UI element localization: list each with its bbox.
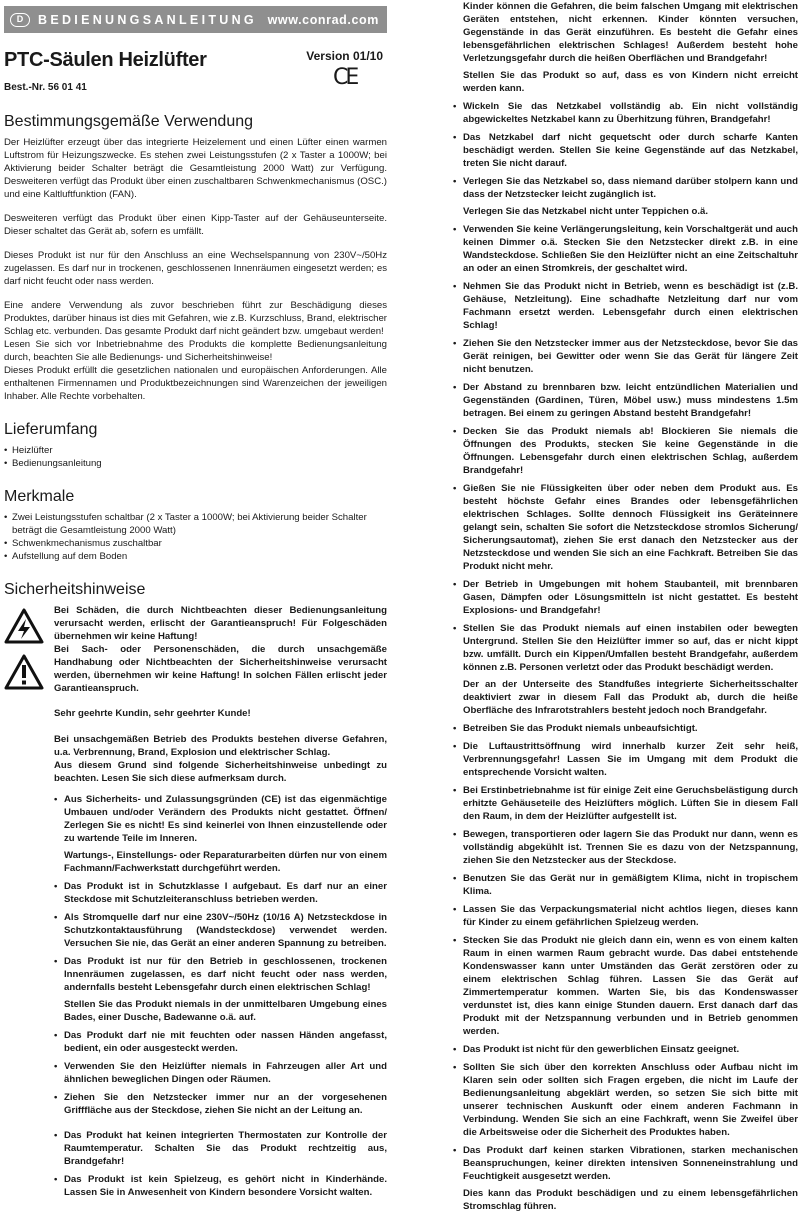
warning-exclamation-icon [4, 654, 44, 690]
header-title: BEDIENUNGSANLEITUNG [38, 12, 257, 27]
greeting: Sehr geehrte Kundin, sehr geehrter Kunde! [54, 708, 251, 719]
list-item: • Aufstellung auf dem Boden [4, 550, 387, 563]
scope-list [4, 444, 387, 470]
warning-text: Bei Schäden, die durch Nichtbeachten dieser Bedienungsanleitung verursacht werden, erlischt der Garantieanspruch! Für Folgeschäden übernehmen wir keine Haftung! [54, 605, 387, 642]
order-number: Best.-Nr. 56 01 41 [4, 82, 87, 93]
list-item: • Verwenden Sie den Heizlüfter niemals in Fahrzeugen aller Art und ähnlichen beweglichen Dingen oder Räumen. [54, 1060, 387, 1086]
paragraph: Kinder können die Gefahren, die beim falschen Umgang mit elektrischen Geräten entstehen, nicht erkennen. Kinder könnten versuchen, Gegenstände in das Gerät einzuführen. Es besteht die Gefahr eines lebensgefährlichen elektrischen Schlages! Außerdem besteht hohe Verletzungsgefahr durch die heißen Oberflächen und Brandgefahr! [463, 1, 798, 64]
list-item: • Lassen Sie das Verpackungsmaterial nicht achtlos liegen, dieses kann für Kinder zu einem gefährlichen Spielzeug werden. [453, 903, 798, 929]
list-item: • Verwenden Sie keine Verlängerungsleitung, kein Vorschaltgerät und auch keinen Dimmer o.ä. Stecken Sie den Netzstecker direkt z.B. in eine Wandsteckdose. Schließen Sie den Heizlüfter nicht an eine Zeitschaltuhr an oder an einen Stromkreis, der geschaltet wird. [453, 223, 798, 275]
list-item: • Stecken Sie das Produkt nie gleich dann ein, wenn es von einem kalten Raum in einen warmen Raum gebracht wurde. Das dabei entstehende Kondenswasser kann unter Umständen das Gerät zerstören oder zu einem elektrischen Schlag führen. Lassen Sie das Gerät auf Zimmertemperatur kommen. Warten Sie, bis das Kondenswasser verdunstet ist, dies kann einige Stunden dauern. Erst danach darf das Produkt mit der Netzspannung verbunden und in Betrieb genommen werden. [453, 934, 798, 1038]
list-item: • Das Netzkabel darf nicht gequetscht oder durch scharfe Kanten beschädigt werden. Stellen Sie keine Gegenstände auf das Netzkabel, treten Sie nicht darauf. [453, 131, 798, 170]
section-heading-safety: Sicherheitshinweise [4, 581, 146, 598]
list-item: • Das Produkt darf keinen starken Vibrationen, starken mechanischen Beanspruchungen, keiner direkten intensiven Sonneneinstrahlung und Feuchtigkeit ausgesetzt werden. Dies kann das Produkt beschädigen und zu einem lebensgefährlichen Stromschlag führen. [453, 1144, 798, 1213]
list-item: • Verlegen Sie das Netzkabel so, dass niemand darüber stolpern kann und dass der Netzstecker leicht zugänglich ist. Verlegen Sie das Netzkabel nicht unter Teppichen o.ä. [453, 175, 798, 218]
list-item: • Betreiben Sie das Produkt niemals unbeaufsichtigt. [453, 722, 798, 735]
list-item: • Decken Sie das Produkt niemals ab! Blockieren Sie niemals die Öffnungen des Produkts, stecken Sie keine Gegenstände in die Öffnungen. Lebensgefahr durch einen elektrischen Schlag, außerdem Brandgefahr! [453, 425, 798, 477]
list-item: • Aus Sicherheits- und Zulassungsgründen (CE) ist das eigenmächtige Umbauen und/oder Verändern des Produkts nicht gestattet. Öffnen/ Zerlegen Sie es nicht! Es sind keinerlei von Ihnen einzustellende oder zu wartende Teile im Inneren. Wartungs-, Einstellungs- oder Reparaturarbeiten dürfen nur von einem Fachmann/Fachwerkstatt durchgeführt werden. [54, 793, 387, 875]
list-item: • Schwenkmechanismus zuschaltbar [4, 537, 387, 550]
paragraph: Der Heizlüfter erzeugt über das integrierte Heizelement und einen Lüfter einen warmen Luftstrom für Heizungszwecke. Es stehen zwei Leistungsstufen (2 x Taster a 1000W; bei Aktivierung beider Schalter beträgt die Gesamtleistung 2000 Watt) zur Verfügung. Desweiteren verfügt das Produkt über einen zuschaltbaren Schwenkmechanismus (OSC.) und eine Kaltluftfunktion (FAN). [4, 137, 387, 200]
list-item: • Das Produkt hat keinen integrierten Thermostaten zur Kontrolle der Raumtemperatur. Schalten Sie das Produkt rechtzeitig aus, Brandgefahr! [54, 1129, 387, 1168]
list-item: • Der Abstand zu brennbaren bzw. leicht entzündlichen Materialien und Gegenständen (Gardinen, Türen, Möbel usw.) muss mindestens 1.5m betragen. Bei einem zu geringen Abstand besteht Brandgefahr! [453, 381, 798, 420]
language-badge: D [10, 13, 30, 27]
right-column [453, 0, 798, 1213]
warning-text: Bei Sach- oder Personenschäden, die durch unsachgemäße Handhabung oder Nichtbeachten der Sicherheitshinweise verursacht werden, übernehmen wir keine Haftung! In solchen Fällen erlischt jeder Garantieanspruch. [54, 644, 387, 694]
left-column [4, 6, 387, 1199]
list-item: • Das Produkt ist kein Spielzeug, es gehört nicht in Kinderhände. Lassen Sie in Anwesenheit von Kindern besondere Vorsicht walten. [54, 1173, 387, 1199]
version-label: Version 01/10 [306, 49, 383, 63]
paragraph: Dieses Produkt ist nur für den Anschluss an eine Wechselspannung von 230V~/50Hz zugelassen. Es darf nur in trockenen, geschlossenen Innenräumen eingesetzt werden; es darf nicht feucht oder nass werden. [4, 250, 387, 287]
list-item: • Ziehen Sie den Netzstecker immer nur an der vorgesehenen Grifffläche aus der Steckdose, ziehen Sie nicht an der Leitung an. [54, 1091, 387, 1117]
header-url: www.conrad.com [267, 12, 379, 27]
list-item: • Zwei Leistungsstufen schaltbar (2 x Taster a 1000W; bei Aktivierung beider Schalter beträgt die Gesamtleistung 2000 Watt) [4, 511, 387, 537]
list-item: • Wickeln Sie das Netzkabel vollständig ab. Ein nicht vollständig abgewickeltes Netzkabel kann zu Überhitzung führen, Brandgefahr! [453, 100, 798, 126]
paragraph: Stellen Sie das Produkt so auf, dass es von Kindern nicht erreicht werden kann. [463, 70, 798, 94]
list-item: • Sollten Sie sich über den korrekten Anschluss oder Aufbau nicht im Klaren sein oder sollten sich Fragen ergeben, die nicht im Laufe der Bedienungsanleitung abgeklärt werden, so setzen Sie sich bitte mit unserer technischen Auskunft oder einem anderen Fachmann in Verbindung. Wenden Sie sich an eine Fachkraft, wenn Sie Zweifel über die Arbeitsweise oder die Sicherheit des Produktes haben. [453, 1061, 798, 1139]
safety-intro: Aus diesem Grund sind folgende Sicherheitshinweise unbedingt zu beachten. Lesen Sie sich diese aufmerksam durch. [54, 760, 387, 784]
list-item: • Heizlüfter [4, 444, 387, 457]
list-item: • Der Betrieb in Umgebungen mit hohem Staubanteil, mit brennbaren Gasen, Dämpfen oder Lösungsmitteln ist nicht gestattet. Es besteht Explosions- und Brandgefahr! [453, 578, 798, 617]
features-list [4, 511, 387, 563]
safety-list-right [453, 100, 798, 1213]
safety-list-left [54, 793, 387, 1199]
list-item: • Benutzen Sie das Gerät nur in gemäßigtem Klima, nicht in tropischem Klima. [453, 872, 798, 898]
list-item: • Bei Erstinbetriebnahme ist für einige Zeit eine Geruchsbelästigung durch erhitzte Gehäuseteile des Heizlüfters möglich. Lüften Sie in diesem Fall den Raum, in dem der Heizlüfter aufgestellt ist. [453, 784, 798, 823]
paragraph: Lesen Sie sich vor Inbetriebnahme des Produkts die komplette Bedienungsanleitung durch, beachten Sie alle Bedienungs- und Sicherheitshinweise! [4, 339, 387, 363]
list-item: • Bewegen, transportieren oder lagern Sie das Produkt nur dann, wenn es vollständig abgekühlt ist. Trennen Sie es dazu von der Netzspannung, ziehen Sie den Netzstecker aus der Steckdose. [453, 828, 798, 867]
list-item: • Das Produkt ist in Schutzklasse I aufgebaut. Es darf nur an einer Steckdose mit Schutzleiteranschluss betrieben werden. [54, 880, 387, 906]
list-item: • Das Produkt darf nie mit feuchten oder nassen Händen angefasst, bedient, ein oder ausgesteckt werden. [54, 1029, 387, 1055]
ce-mark-icon: CE [333, 65, 357, 90]
section-heading-features: Merkmale [4, 488, 75, 505]
list-item: • Das Produkt ist nicht für den gewerblichen Einsatz geeignet. [453, 1043, 798, 1056]
paragraph: Eine andere Verwendung als zuvor beschrieben führt zur Beschädigung dieses Produktes, darüber hinaus ist dies mit Gefahren, wie z.B. Kurzschluss, Brand, elektrischer Schlag etc. verbunden. Das gesamte Produkt darf nicht geändert bzw. umgebaut werden! [4, 300, 387, 337]
list-item: • Die Luftaustrittsöffnung wird innerhalb kurzer Zeit sehr heiß, Verbrennungsgefahr! Lassen Sie im Umgang mit dem Produkt die entsprechende Vorsicht walten. [453, 740, 798, 779]
list-item: • Nehmen Sie das Produkt nicht in Betrieb, wenn es beschädigt ist (z.B. Gehäuse, Netzleitung). Eine schadhafte Netzleitung darf nur vom Fachmann ersetzt werden. Lebensgefahr durch einen elektrischen Schlag! [453, 280, 798, 332]
product-title: PTC-Säulen Heizlüfter [4, 49, 207, 71]
list-item: • Das Produkt ist nur für den Betrieb in geschlossenen, trockenen Innenräumen zugelassen, es darf nicht feucht oder nass werden, andernfalls besteht Lebensgefahr durch einen elektrischen Schlag! Stellen Sie das Produkt niemals in der unmittelbaren Umgebung eines Bades, einer Dusche, Badewanne o.ä. auf. [54, 955, 387, 1024]
list-item: • Gießen Sie nie Flüssigkeiten über oder neben dem Produkt aus. Es besteht höchste Gefahr eines Brandes oder lebensgefährlichen elektrischen Schlages. Sollte dennoch Flüssigkeit ins Geräteinnere gelangt sein, schalten Sie sofort die Netzsteckdose stromlos Sicherung/ Sicherungsautomat), ziehen Sie erst danach den Netzstecker aus der Netzsteckdose und wenden Sie sich an eine Fachkraft. Betreiben Sie das Produkt nicht mehr. [453, 482, 798, 573]
paragraph: Dieses Produkt erfüllt die gesetzlichen nationalen und europäischen Anforderungen. Alle enthaltenen Firmennamen und Produktbezeichnungen sind Warenzeichen der jeweiligen Inhaber. Alle Rechte vorbehalten. [4, 365, 387, 402]
list-item: • Stellen Sie das Produkt niemals auf einen instabilen oder bewegten Untergrund. Stellen Sie den Heizlüfter immer so auf, das er nicht kippt bzw. umfällt. Durch ein Kippen/Umfallen besteht Brandgefahr, außerdem können z.B. Personen verletzt oder das Produkt beschädigt werden. Der an der Unterseite des Standfußes integrierte Sicherheitsschalter deaktiviert zwar in diesem Fall das Produkt ab, durch die heiße Oberfläche des Infrarotstrahlers besteht jedoch noch Brandgefahr. [453, 622, 798, 717]
warning-electric-icon [4, 608, 44, 644]
section-heading-intended-use: Bestimmungsgemäße Verwendung [4, 113, 254, 130]
list-item: • Bedienungsanleitung [4, 457, 387, 470]
paragraph: Desweiteren verfügt das Produkt über einen Kipp-Taster auf der Gehäuseunterseite. Dieser schaltet das Gerät ab, sofern es umfällt. [4, 213, 387, 237]
list-item: • Als Stromquelle darf nur eine 230V~/50Hz (10/16 A) Netzsteckdose in Schutzkontaktausführung (Wandsteckdose) verwendet werden. Versuchen Sie nie, das Gerät an einer anderen Spannung zu betreiben. [54, 911, 387, 950]
list-item: • Ziehen Sie den Netzstecker immer aus der Netzsteckdose, bevor Sie das Gerät reinigen, bei Gewitter oder wenn Sie das Gerät für längere Zeit nicht benutzen. [453, 337, 798, 376]
section-heading-scope: Lieferumfang [4, 421, 98, 438]
safety-intro: Bei unsachgemäßen Betrieb des Produkts bestehen diverse Gefahren, u.a. Verbrennung, Brand, Explosion und elektrischer Schlag. [54, 734, 387, 758]
header-bar [4, 6, 387, 33]
